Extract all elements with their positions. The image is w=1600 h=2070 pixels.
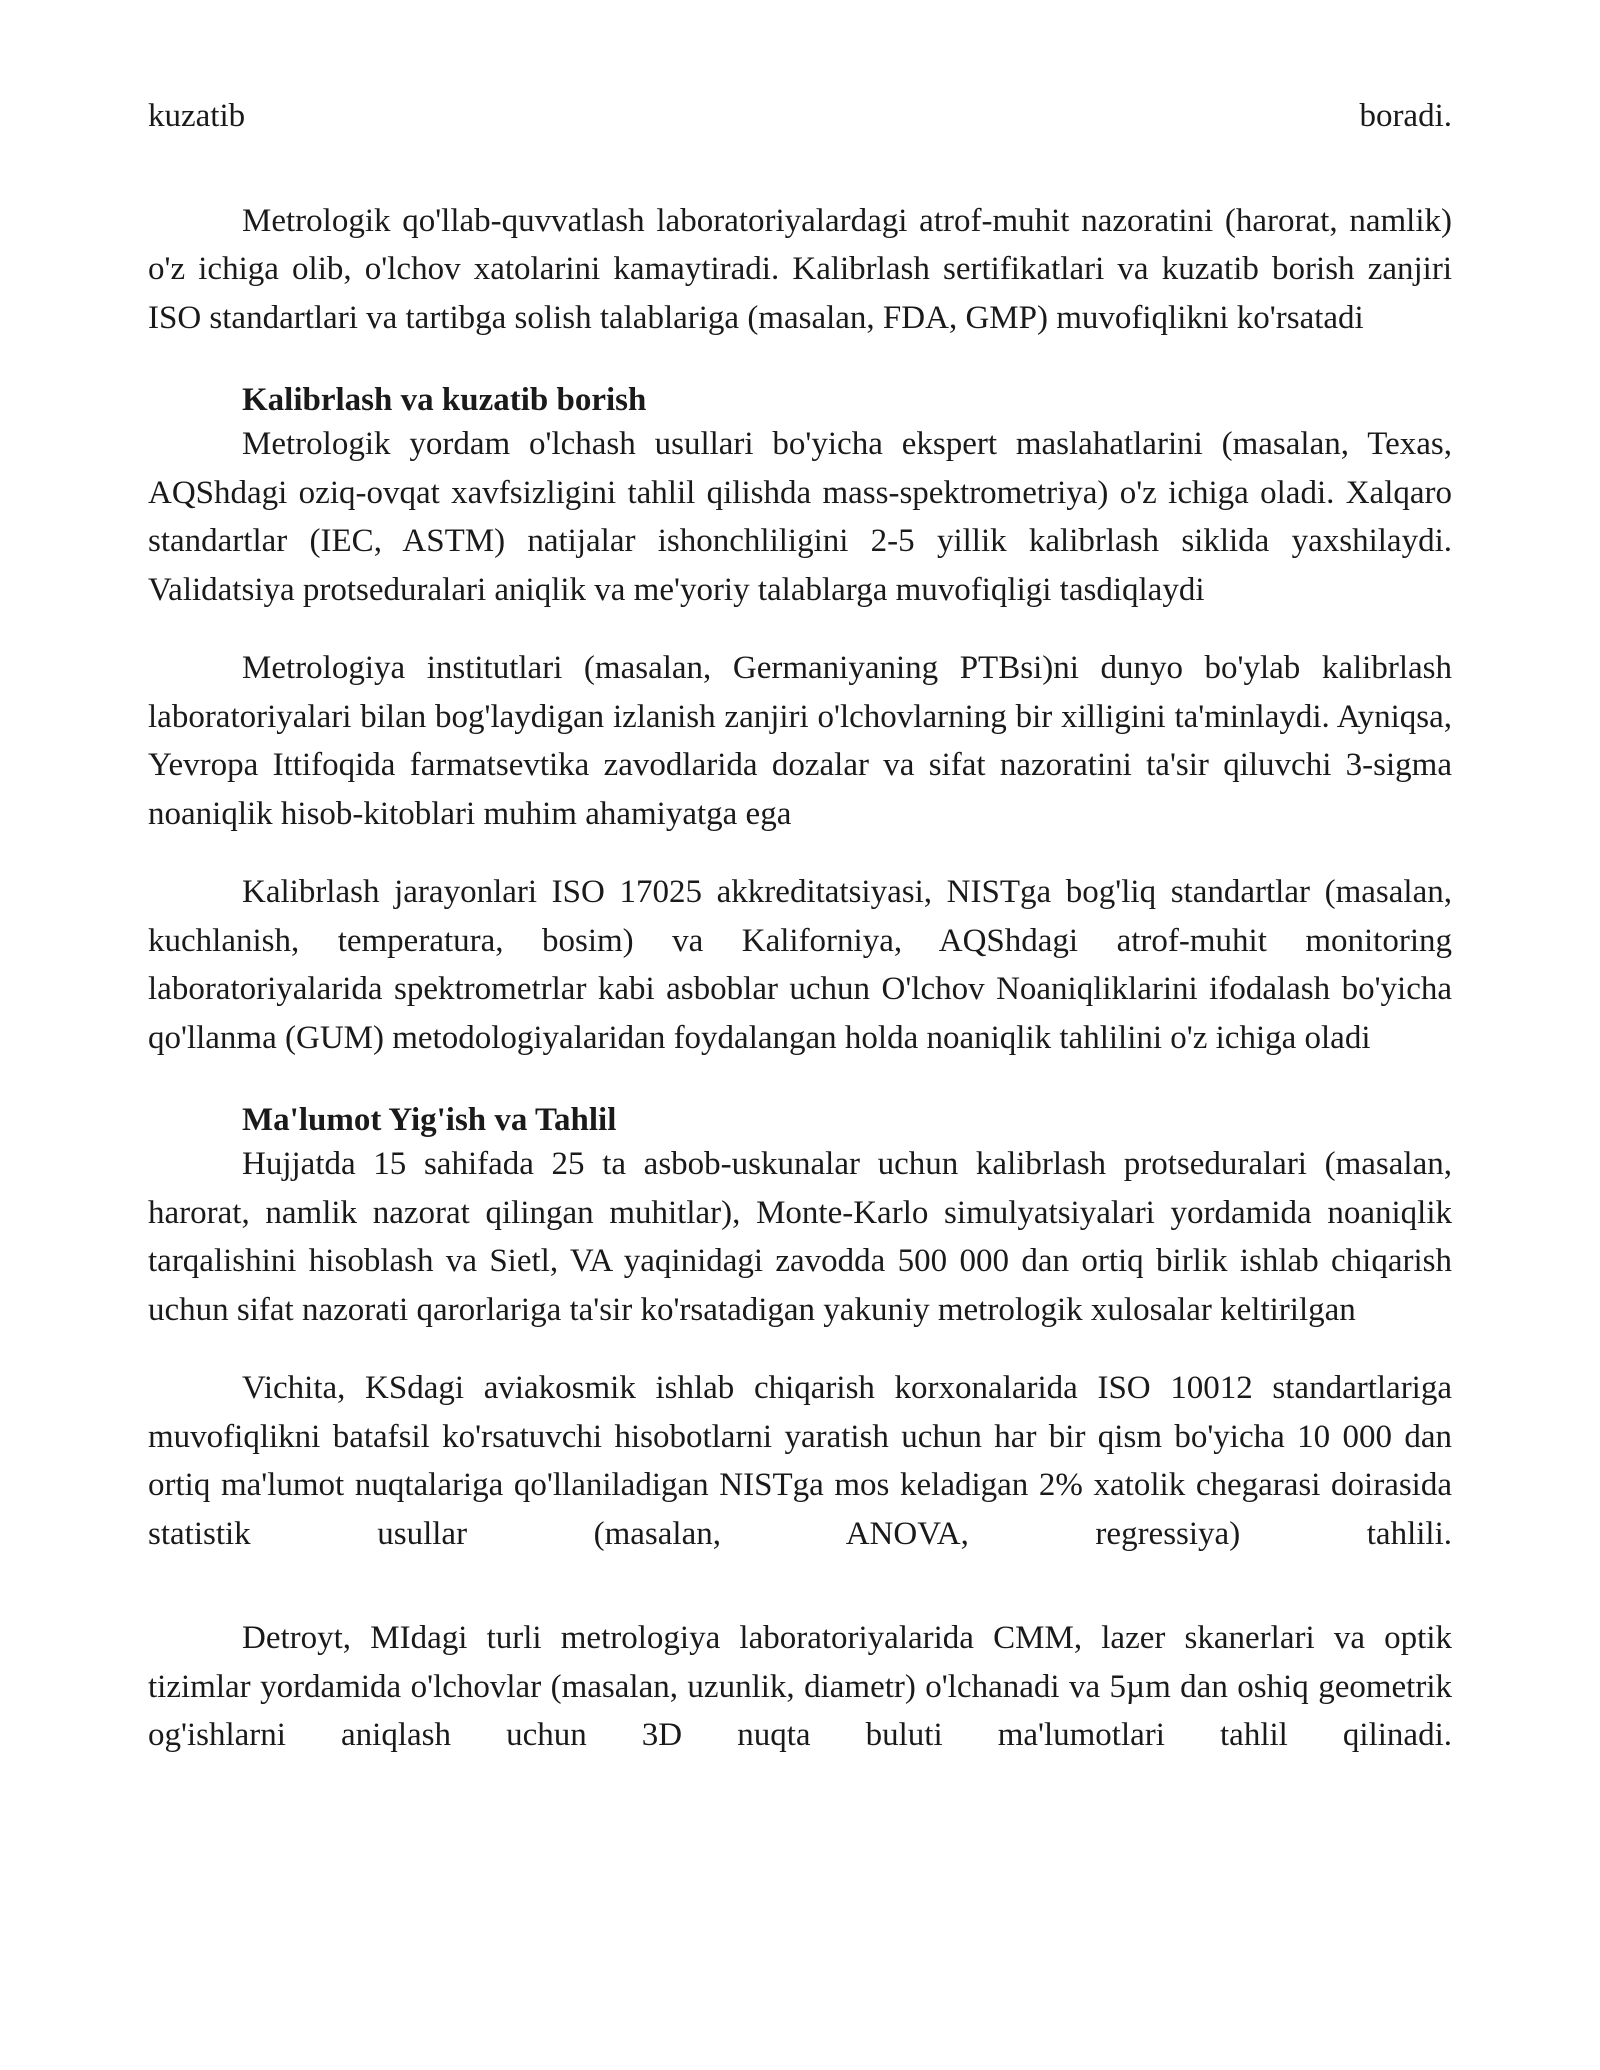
paragraph-calibration-processes: Kalibrlash jarayonlari ISO 17025 akkreditatsiyasi, NISTga bog'liq standartlar (masalan, kuchlanish, temperatura, bosim) va Kaliforniya, AQShdagi atrof-muhit monitoring laboratoriyalarida spektrometrlar kabi asboblar uchun O'lchov Noaniqliklarini ifodalash bo'yicha qo'llanma (GUM) metodologiyalaridan foydalangan holda noaniqlik tahlilini o'z ichiga oladi bbox=[148, 874, 1452, 1056]
section-heading-data-collection: Ma'lumot Yig'ish va Tahlil bbox=[242, 1102, 617, 1138]
paragraph-metrological-support: Metrologik yordam o'lchash usullari bo'yicha ekspert maslahatlarini (masalan, Texas, AQShdagi oziq-ovqat xavfsizligini tahlil qilishda mass-spektrometriya) o'z ichiga oladi. Xalqaro standartlar (IEC, ASTM) natijalar ishonchliligini 2-5 yillik kalibrlash siklida yaxshilaydi. Validatsiya protseduralari aniqlik va me'yoriy talablarga muvofiqligi tasdiqlaydi bbox=[148, 426, 1452, 608]
paragraph-statistical-methods: Vichita, KSdagi aviakosmik ishlab chiqarish korxonalarida ISO 10012 standartlariga muvofiqlikni batafsil ko'rsatuvchi hisobotlarni yaratish uchun har bir qism bo'yicha 10 000 dan ortiq ma'lumot nuqtalariga qo'llaniladigan NISTga mos keladigan 2% xatolik chegarasi doirasida statistik usullar (masalan, ANOVA, regressiya) tahlili. bbox=[148, 1370, 1452, 1552]
paragraph-document-procedures: Hujjatda 15 sahifada 25 ta asbob-uskunalar uchun kalibrlash protseduralari (masalan, harorat, namlik nazorat qilingan muhitlar), Monte-Karlo simulyatsiyalari yordamida noaniqlik tarqalishini hisoblash va Sietl, VA yaqinidagi zavodda 500 000 dan ortiq birlik ishlab chiqarish uchun sifat nazorati qarorlariga ta'sir ko'rsatadigan yakuniy metrologik xulosalar keltirilgan bbox=[148, 1146, 1452, 1328]
continuation-left-word: kuzatib bbox=[148, 98, 246, 134]
continuation-line bbox=[148, 92, 1452, 141]
section-heading-calibration: Kalibrlash va kuzatib borish bbox=[242, 382, 647, 418]
paragraph-cmm-measurements: Detroyt, MIdagi turli metrologiya laboratoriyalarida CMM, lazer skanerlari va optik tizimlar yordamida o'lchovlar (masalan, uzunlik, diametr) o'lchanadi va 5µm dan oshiq geometrik og'ishlarni aniqlash uchun 3D nuqta buluti ma'lumotlari tahlil qilinadi. bbox=[148, 1620, 1452, 1753]
paragraph-environment-control: Metrologik qo'llab-quvvatlash laboratoriyalardagi atrof-muhit nazoratini (harorat, namlik) o'z ichiga olib, o'lchov xatolarini kamaytiradi. Kalibrlash sertifikatlari va kuzatib borish zanjiri ISO standartlari va tartibga solish talablariga (masalan, FDA, GMP) muvofiqlikni ko'rsatadi bbox=[148, 202, 1452, 336]
paragraph-metrology-institutes: Metrologiya institutlari (masalan, Germaniyaning PTBsi)ni dunyo bo'ylab kalibrlash laboratoriyalari bilan bog'laydigan izlanish zanjiri o'lchovlarning bir xilligini ta'minlaydi. Ayniqsa, Yevropa Ittifoqida farmatsevtika zavodlarida dozalar va sifat nazoratini ta'sir qiluvchi 3-sigma noaniqlik hisob-kitoblari muhim ahamiyatga ega bbox=[148, 650, 1452, 832]
document-body bbox=[148, 92, 1452, 1760]
continuation-right-word: boradi. bbox=[1359, 98, 1452, 134]
